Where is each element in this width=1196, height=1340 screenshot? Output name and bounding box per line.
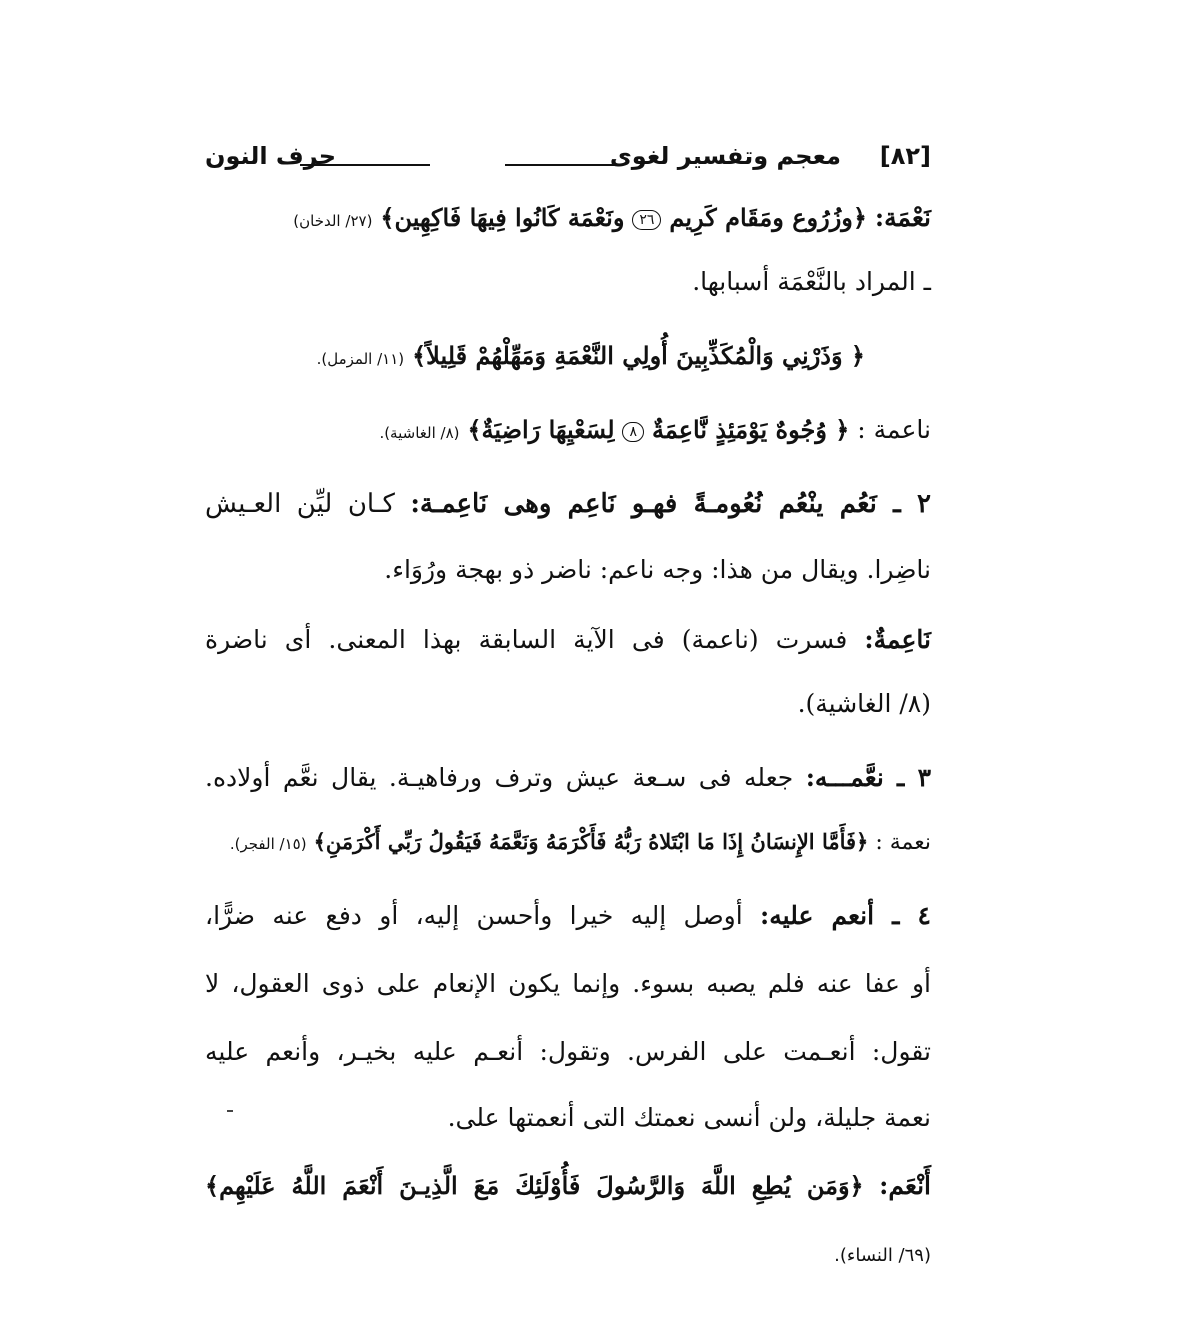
- quran-verse: ﴿ وَذَرْنِي وَالْمُكَذِّبِينَ أُولِي النَّعْمَةِ وَمَهِّلْهُمْ قَلِيلاً﴾: [412, 341, 865, 370]
- book-title: معجم وتفسير لغوى: [609, 142, 841, 170]
- entry-text: أوصل إليه خيرا وأحسن إليه، أو دفع عنه ضرًّا،: [205, 901, 743, 930]
- entry-heading: ٤ ـ أنعم عليه:: [760, 901, 931, 930]
- section-title: حرف النون: [205, 142, 337, 170]
- entry-line: [205, 620, 931, 660]
- entry-line: [205, 198, 931, 241]
- quran-verse: ﴿وَمَن يُطِعِ اللَّهَ وَالرَّسُولَ فَأُوْلَئِكَ مَعَ الَّذِيـنَ أَنْعَمَ اللَّهُ عَلَيْهِم﴾: [205, 1171, 864, 1200]
- verse-reference: (٦٩/ النساء).: [834, 1245, 931, 1266]
- verse-reference: (١١/ المزمل).: [316, 350, 405, 368]
- ayah-number: ٢٦: [632, 210, 661, 230]
- entry-text: جعله فى سـعة عيش وترف ورفاهيـة. يقال نعَّم أولاده.: [205, 763, 794, 792]
- text-line: نعمة جليلة، ولن أنسى نعمتك التى أنعمتها على.: [447, 1103, 931, 1132]
- verse-reference: (٢٧/ الدخان): [293, 212, 373, 230]
- entry-term: نَعْمَة:: [874, 203, 931, 232]
- text-line: تقول: أنعـمت على الفرس. وتقول: أنعـم عليه بخيـر، وأنعم عليه: [205, 1037, 931, 1066]
- document-page: [205, 132, 931, 1282]
- entry-term: نَاعِمةٌ:: [864, 625, 931, 654]
- entry-line: [205, 822, 931, 864]
- text-line: (٨/ الغاشية).: [797, 689, 931, 718]
- entry-term: أَنْعَم:: [879, 1171, 932, 1200]
- page-number: [٨٢]: [879, 142, 931, 170]
- entry-line: [205, 410, 931, 453]
- verse-reference: (٨/ الغاشية).: [379, 424, 460, 442]
- header-rule: [505, 164, 620, 166]
- text-line: ـ المراد بالنَّعْمَة أسبابها.: [692, 267, 931, 296]
- text-line: أو عفا عنه فلم يصبه بسوء. وإنما يكون الإنعام على ذوى العقول، لا: [205, 969, 931, 998]
- entry-term: ناعمة :: [857, 415, 931, 444]
- ayah-number: ٨: [622, 422, 644, 442]
- entry-line: [205, 1166, 931, 1206]
- quran-verse: ﴿وزُرُوع ومَقَام كَرِيم: [669, 203, 867, 232]
- entry-line: [205, 336, 865, 379]
- running-header: [205, 142, 931, 182]
- entry-line: [205, 484, 931, 524]
- entry-line: [205, 896, 931, 936]
- entry-text: كـان ليِّن العـيش: [205, 489, 395, 519]
- entry-text: فسرت (ناعمة) فى الآية السابقة بهذا المعنى. أى ناضرة: [205, 625, 848, 654]
- entry-heading: ٣ ـ نعَّمـــه:: [805, 763, 932, 792]
- quran-verse: لِسَعْيِهَا رَاضِيَةٌ﴾: [467, 415, 615, 444]
- entry-line: [205, 758, 931, 798]
- stray-mark: [227, 1110, 233, 1112]
- entry-term: نعمة :: [875, 830, 931, 855]
- quran-verse: ونَعْمَة كَانُوا فِيهَا فَاكِهِين﴾: [380, 203, 625, 232]
- entry-heading: ٢ ـ نَعُم ينْعُم نُعُومـةً فهـو نَاعِم وهى نَاعِمـة:: [410, 489, 931, 519]
- text-line: ناضِرا. ويقال من هذا: وجه ناعم: ناضر ذو بهجة ورُوَاء.: [384, 555, 931, 584]
- quran-verse: ﴿فَأَمَّا الإِنسَانُ إِذَا مَا ابْتَلاهُ رَبُّهُ فَأَكْرَمَهُ وَنَعَّمَهُ فَيَقُولُ رَبِّي أَكْرَمَنِ﴾: [313, 829, 869, 854]
- quran-verse: ﴿ وُجُوهٌ يَوْمَئِذٍ نَّاعِمَةٌ: [651, 415, 850, 444]
- verse-reference: (١٥/ الفجر).: [229, 835, 307, 853]
